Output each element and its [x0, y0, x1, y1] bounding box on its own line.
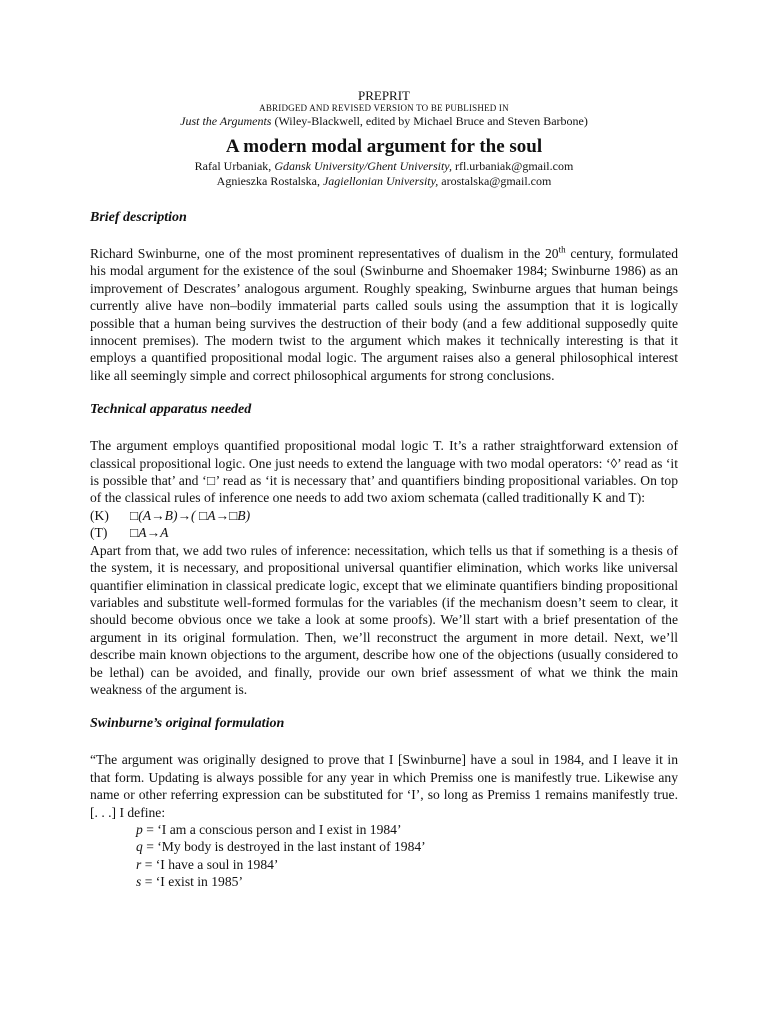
variable: s — [136, 874, 142, 890]
axiom-formula: □A→A — [130, 525, 169, 541]
definition-text: = ‘I am a conscious person and I exist in 1984’ — [142, 821, 402, 837]
paper-title: A modern modal argument for the soul — [225, 136, 543, 157]
preprint-label: PREPRIT — [357, 88, 410, 103]
author-line — [90, 159, 678, 174]
definition-text: = ‘I have a soul in 1984’ — [141, 856, 279, 872]
axiom-formula: □(A→B)→( □A→□B) — [130, 507, 251, 523]
variable: q — [136, 839, 143, 855]
variable: r — [136, 856, 142, 872]
definition-item — [136, 856, 678, 873]
paragraph-text: century, formulated his modal argument for the existence of the soul (Swinburne and Shoemaker 1984; Swinburne 1986) as an improvement of Descrates’ analogous argument. Roughly speaking, Swinburne argues that human beings currently alive have non–bodily immaterial parts called souls using the assumption that it is logically possible that a human being survives the destruction of their body (and a few additional supposedly quite innocent premises). The modern twist to the argument which makes it technically interesting is that it employs a quantified propositional modal logic. The argument raises also a general philosophical interest like all seemingly simple and correct philosophical arguments for strong conclusions. — [90, 246, 678, 383]
author-affiliation: Jagiellonian University, — [322, 174, 439, 188]
technical-paragraph-1: The argument employs quantified propositional modal logic T. It’s a rather straightforward extension of classical propositional logic. One just needs to extend the language with two modal operators: ‘◊’ read as ‘it is possible that’ and ‘□’ read as ‘it is necessary that’ and quantifiers binding propositional variables. On top of the classical rules of inference one needs to add two axiom schemata (called traditionally K and T): — [90, 438, 678, 506]
author-email: arostalska@gmail.com — [441, 174, 552, 188]
superscript: th — [558, 244, 566, 255]
publication-line — [90, 114, 678, 129]
variable: p — [136, 821, 143, 837]
author-affiliation: Gdansk University/Ghent University, — [274, 159, 452, 173]
technical-paragraph-2: Apart from that, we add two rules of inference: necessitation, which tells us that if something is a thesis of the system, it is necessary, and propositional universal quantifier elimination, which works like universal quantifier elimination in classical predicate logic, except that we eliminate quantifiers binding propositional variables and substitute well-formed formulas for the variables (if the mechanism doesn’t seem to clear, it should become obvious once we take a look at some proofs). We’ll start with a brief presentation of the argument in its original formulation. Then, we’ll reconstruct the argument in more detail. Next, we’ll describe main known objections to the argument, describe how one of the objections (usually considered to be lethal) can be avoided, and finally, provide our own brief assessment of what we think the main weakness of the argument is. — [90, 542, 678, 697]
definition-item — [136, 838, 678, 855]
definition-text: = ‘My body is destroyed in the last instant of 1984’ — [142, 839, 426, 855]
paragraph-text: Richard Swinburne, one of the most prominent representatives of dualism in the 20 — [90, 246, 559, 261]
definition-text: = ‘I exist in 1985’ — [141, 874, 243, 890]
author-name: Rafal Urbaniak, — [194, 159, 272, 173]
quote-paragraph: “The argument was originally designed to prove that I [Swinburne] have a soul in 1984, and I leave it in that form. Updating is always possible for any year in which Premiss one is manifestly true. Likewise any name or other referring expression can be substituted for ‘I’, so long as Premiss 1 remains manifestly true. [. . .] I define: — [90, 752, 678, 820]
axiom-label: (K) — [90, 507, 109, 523]
book-details: (Wiley-Blackwell, edited by Michael Bruce and Steven Barbone) — [274, 114, 588, 128]
axiom-k — [90, 507, 678, 524]
book-title: Just the Arguments — [180, 114, 272, 128]
definition-item — [136, 821, 678, 838]
axiom-t — [90, 524, 678, 541]
section-heading-technical: Technical apparatus needed — [90, 402, 252, 418]
author-line — [90, 174, 678, 189]
definition-item — [136, 873, 678, 890]
definitions-list — [90, 821, 678, 891]
axiom-label: (T) — [90, 525, 108, 541]
brief-paragraph — [90, 245, 678, 384]
section-heading-original: Swinburne’s original formulation — [90, 716, 285, 732]
author-email: rfl.urbaniak@gmail.com — [454, 159, 574, 173]
author-name: Agnieszka Rostalska, — [216, 174, 320, 188]
abridged-note: ABRIDGED AND REVISED VERSION TO BE PUBLISHED IN — [259, 103, 509, 113]
section-heading-brief: Brief description — [90, 210, 187, 225]
